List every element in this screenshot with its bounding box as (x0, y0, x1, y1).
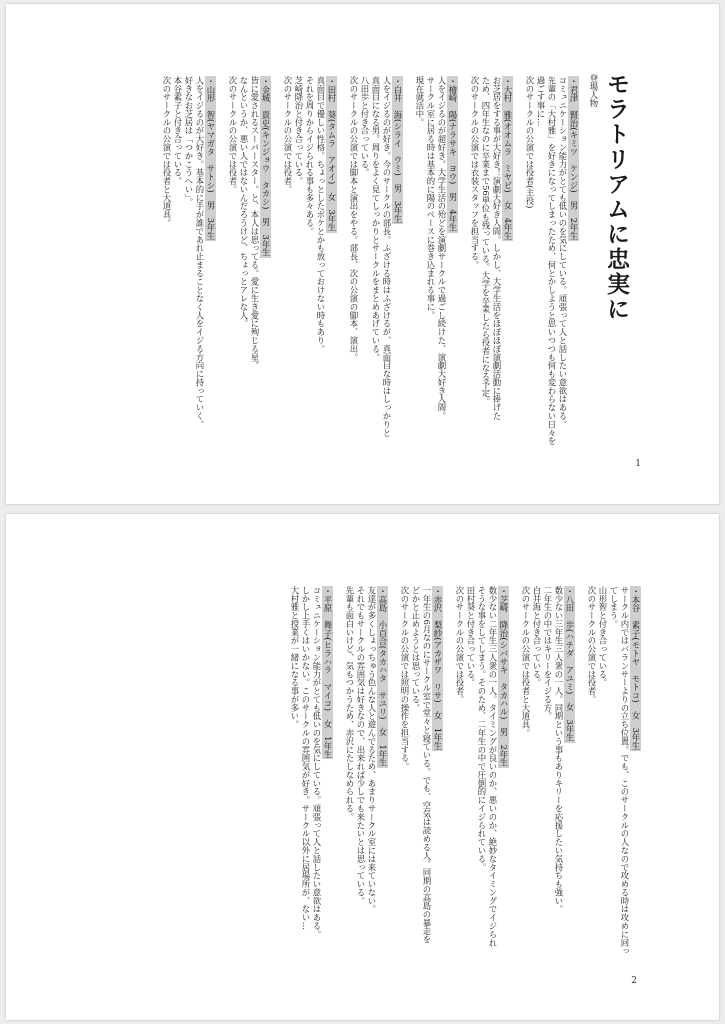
blank-line (388, 586, 399, 955)
description-line (597, 586, 608, 955)
description-line (183, 76, 194, 445)
line-text: 数少ない三年生三人衆の一人。同期という事もありキリーを応援したい気持ちも強い。 (554, 586, 564, 914)
character-heading (326, 76, 337, 445)
character-heading (432, 586, 443, 955)
character-name-label: ・山形 智(ヤマガタ サトシ) 男 3年生 (206, 77, 216, 240)
description-line (586, 586, 597, 955)
line-text: しかし上手くはいかない。このサークルの雰囲気が好き。サークル以外に居場所が、ない… (301, 586, 311, 930)
line-text: 白井海と付き合っている。 (532, 586, 542, 687)
description-line (194, 76, 205, 445)
page-number: 2 (631, 976, 637, 986)
description-line (557, 76, 568, 445)
character-heading (392, 76, 403, 445)
character-name-label: ・檜崎 陽(ナラサキ ヨウ) 男 4年生 (448, 77, 458, 232)
line-text: それを周りからイジられる事も多々ある。 (305, 76, 315, 236)
line-text: コミュニケーション能力がとても低いのを気にしている。頑張って人と話したい意欲はある。 (312, 586, 322, 939)
description-line (476, 586, 487, 955)
description-line (425, 76, 436, 445)
character-name-label: ・高島 小百合(タカハタ サユリ) 女 1年生 (378, 587, 388, 767)
line-text: 皆に愛されるスーパースター。と、本人は思ってる。愛に生き愛に殉じる星。 (250, 76, 260, 370)
description-line (282, 76, 293, 445)
blank-line (216, 76, 227, 445)
description-line (524, 76, 535, 445)
character-name-label: ・田村 葵(タムラ アオイ) 女 3年生 (327, 77, 337, 232)
description-line (410, 586, 421, 955)
line-text: サークル内ではバランサーよりの立ち位置。でも、このサークルの人なので攻める時は攻めに回っ (620, 586, 630, 956)
character-list-page-2 (289, 586, 641, 955)
line-text: 現在就活中。 (415, 76, 425, 127)
blank-line (443, 586, 454, 955)
description-line (480, 76, 491, 445)
description-line (348, 76, 359, 445)
line-text: そうな事をしてしまう。そのため、二年生の中で圧倒的にイジられている。 (477, 586, 487, 872)
line-text: コミュニケーション能力がとても低いのを気にしている。頑張って人と話したい意欲はある。 (558, 76, 568, 429)
line-text: 大村雅と授業が一緒になる事が多い。 (290, 586, 300, 729)
line-text: なんというか、悪い人ではないんだろうけど、ちょっとアレな人。 (239, 76, 249, 328)
line-text: 二年生の中ではキリーをイジる方。 (543, 586, 553, 721)
description-line (465, 586, 476, 955)
character-heading (447, 76, 458, 445)
description-line (300, 586, 311, 955)
blank-line (513, 76, 524, 445)
line-text: 次のサークルの公演では役者。 (228, 76, 238, 194)
blank-line (403, 76, 414, 445)
description-line (531, 586, 542, 955)
line-text: 好きなお芝居は「つかこうへい」。 (184, 76, 194, 207)
description-line (344, 586, 355, 955)
line-text: 田村葵と付き合っている。 (466, 586, 476, 687)
description-line (487, 586, 498, 955)
description-line (359, 76, 370, 445)
line-text: 人をイジるのが大好き。基本的に手が誰であれ止まることなく人をイジる方向に持っていく。 (195, 76, 205, 429)
line-text: それでもサークルの雰囲気は好きなので、出来れば少しでも来たいとは思っている。 (356, 586, 366, 905)
description-line (366, 586, 377, 955)
description-line (520, 586, 531, 955)
description-line (227, 76, 238, 445)
line-text: 友達が多くしょっちゅう色んな人と遊んでるため、あまりサークル室には来ていない。 (367, 586, 377, 914)
description-line (293, 76, 304, 445)
character-name-label: ・本谷 素子(モトヤ モトコ) 女 3年生 (631, 587, 641, 750)
blank-line (575, 586, 586, 955)
description-line (421, 586, 432, 955)
character-name-label: ・平原 舞子(ヒラハラ マイコ) 女 1年生 (323, 587, 333, 759)
document-title: モラトリアムに忠実に (603, 72, 630, 322)
character-heading (205, 76, 216, 445)
description-line (542, 586, 553, 955)
line-text: 数少ない二年生三人衆の一人。タイミングが良いのか、悪いのか、絶妙なタイミングでイジられ (488, 586, 498, 947)
line-text: 本谷素子と付き合っている。 (173, 76, 183, 186)
page-1 (6, 4, 719, 504)
character-heading (377, 586, 388, 955)
description-line (381, 76, 392, 445)
line-text: 次のサークルの公演では照明の操作を担当する。 (400, 586, 410, 771)
line-text: 真面目になる男。周りをよく見てしっかりとサークルをまとめあげている。 (371, 76, 381, 362)
description-line (249, 76, 260, 445)
line-text: ため、四年生なのに卒業まで56単位も残っている。大学を卒業したら役者になる予定。 (481, 76, 491, 406)
line-text: 先輩の「大村雅」を好きになってしまったため、何とかしようと思いつつも何も変わらない日々を (547, 76, 557, 446)
line-text: 次のサークルの公演では役者。 (283, 76, 293, 194)
description-line (414, 76, 425, 445)
page-2 (6, 514, 719, 1020)
character-heading (502, 76, 513, 445)
character-name-label: ・君津 賢治(キミツ ケンジ) 男 2年生 (569, 77, 579, 240)
blank-line (337, 76, 348, 445)
blank-line (333, 586, 344, 955)
description-line (553, 586, 564, 955)
character-heading (498, 586, 509, 955)
blank-line (271, 76, 282, 445)
description-line (311, 586, 322, 955)
character-name-label: ・金城 貴史(キンジョウ タカシ) 男 3年生 (261, 77, 271, 257)
character-heading (260, 76, 271, 445)
page-number: 1 (635, 459, 641, 469)
line-text: 真面目で優しい性格。ちょっとしたボケとかも放っておけない時もあり。 (316, 76, 326, 353)
character-heading (568, 76, 579, 445)
line-text: お芝居をする事が大好き！演劇大好き人間。しかし、大学生活をほぼほぼ演劇活動に捧げた (492, 76, 502, 420)
line-text: 次のサークルの公演では役者(主役) (525, 76, 535, 209)
description-line (161, 76, 172, 445)
character-name-label: ・白井 海(シライ ウミ) 男 3年生 (393, 77, 403, 224)
line-text: 人をイジるのが超好き。大学生活の殆どを演劇サークルで過ごし続けた、演劇大好き人間。 (437, 76, 447, 420)
character-name-label: ・芝崎 降治(シバサキ タカハル) 男 2年生 (499, 587, 509, 767)
line-text: 次のサークルの公演では役者。 (455, 586, 465, 704)
character-heading (630, 586, 641, 955)
line-text: 次のサークルの公演では役者と大道具。 (521, 586, 531, 738)
description-line (535, 76, 546, 445)
description-line (370, 76, 381, 445)
description-line (608, 586, 619, 955)
description-line (304, 76, 315, 445)
description-line (355, 586, 366, 955)
line-text: 一年生の6月なのにサークル室で堂々と寝ている。でも、空気は読める人。同期の高島の暴走を (422, 586, 432, 944)
blank-line (509, 586, 520, 955)
description-line (172, 76, 183, 445)
description-line (619, 586, 630, 955)
description-line (238, 76, 249, 445)
character-heading (564, 586, 575, 955)
description-line (454, 586, 465, 955)
line-text: 山形智と付き合っている。 (598, 586, 608, 687)
description-line (289, 586, 300, 955)
line-text: 次のサークルの公演では脚本と演出をやる。部長、次の公演の脚本、演出。 (349, 76, 359, 362)
description-line (436, 76, 447, 445)
line-text: どかと止めようとは思っている。 (411, 586, 421, 712)
line-text: サークル室に居る時は基本的に陽のペースに巻き込まれる事に。 (426, 76, 436, 320)
description-line (399, 586, 410, 955)
line-text: 人をイジるのが好き。今のサークルの部長。ふざける時はふざけるが、真面目な時はしっかりと (382, 76, 392, 437)
character-heading (322, 586, 333, 955)
line-text: 先輩も面白いけど、気もつかうため、赤沢にたしなめられる。 (345, 586, 355, 821)
description-line (315, 76, 326, 445)
line-text: てしまう。 (609, 586, 619, 628)
line-text: 次のサークルの公演では役者と大道具。 (162, 76, 172, 228)
description-line (469, 76, 480, 445)
line-text: 次のサークルの公演では役者。 (587, 586, 597, 704)
blank-line (458, 76, 469, 445)
character-name-label: ・八田 歩(ハチダ アユミ) 女 3年生 (565, 587, 575, 742)
line-text: 過ごす事に… (536, 76, 546, 127)
character-name-label: ・赤沢 梨紗(アカザワ リサ) 女 1年生 (433, 587, 443, 750)
section-heading: 登場人物 (589, 74, 599, 108)
line-text: 八田歩と付き合っている。 (360, 76, 370, 177)
line-text: 次のサークルの公演では衣装スタッフを担当する。 (470, 76, 480, 269)
line-text: 芝崎降治と付き合っている。 (294, 76, 304, 186)
description-line (491, 76, 502, 445)
description-line (546, 76, 557, 445)
character-name-label: ・大村 雅(オオムラ ミヤビ) 女 4年生 (503, 77, 513, 240)
character-list-page-1 (161, 76, 579, 445)
